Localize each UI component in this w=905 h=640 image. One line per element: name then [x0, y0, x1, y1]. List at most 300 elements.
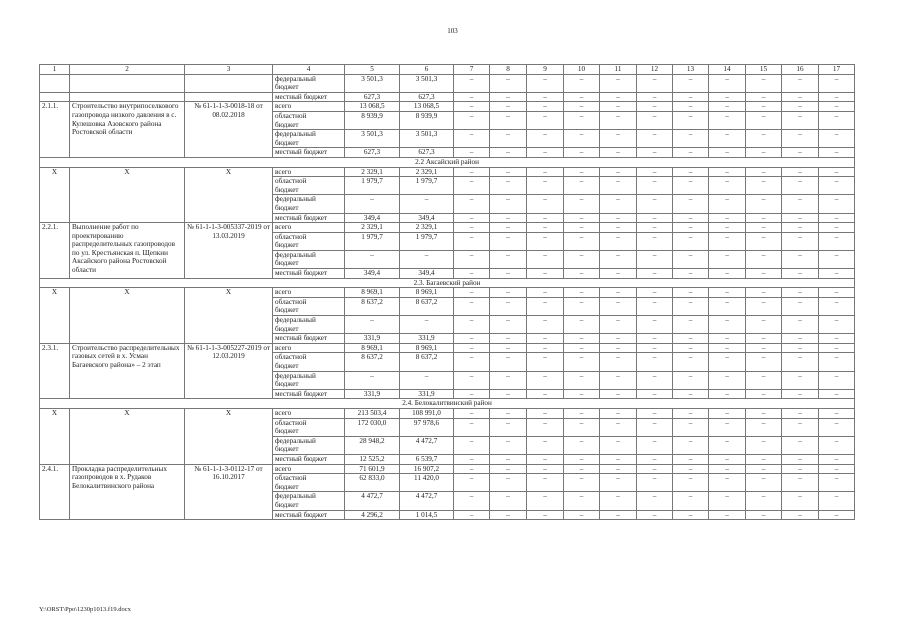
dash-cell: – — [490, 195, 527, 213]
dash-cell: – — [600, 177, 637, 195]
dash-cell: – — [564, 195, 600, 213]
dash-cell: – — [819, 288, 855, 298]
value-col6: 8 637,2 — [400, 353, 454, 371]
funding-source: областной бюджет — [273, 111, 345, 129]
dash-cell: – — [819, 195, 855, 213]
dash-cell: – — [819, 316, 855, 334]
value-col5: 349,4 — [345, 269, 400, 279]
value-col5: 3 501,3 — [345, 74, 400, 92]
funding-source: федеральный бюджет — [273, 130, 345, 148]
expertise-number: № 61-1-1-3-0018-18 от 08.02.2018 — [185, 102, 273, 158]
dash-cell: – — [527, 232, 564, 250]
dash-cell: – — [454, 297, 490, 315]
dash-cell: – — [600, 353, 637, 371]
dash-cell: – — [746, 371, 782, 389]
dash-cell: – — [600, 288, 637, 298]
dash-cell: – — [637, 464, 673, 474]
value-col6: 3 501,3 — [400, 74, 454, 92]
dash-cell: – — [637, 371, 673, 389]
item-number: 2.2.1. — [40, 223, 70, 279]
dash-cell: – — [637, 288, 673, 298]
dash-cell: – — [637, 408, 673, 418]
dash-cell: – — [709, 297, 746, 315]
dash-cell: – — [673, 334, 709, 344]
dash-cell: – — [782, 232, 819, 250]
value-col5: 172 030,0 — [345, 418, 400, 436]
value-col5: 349,4 — [345, 213, 400, 223]
dash-cell: – — [527, 288, 564, 298]
dash-cell: – — [782, 389, 819, 399]
dash-cell: – — [637, 167, 673, 177]
column-number-7: 7 — [454, 65, 490, 75]
dash-cell: – — [490, 130, 527, 148]
dash-cell: – — [564, 111, 600, 129]
dash-cell: – — [637, 213, 673, 223]
dash-cell: – — [819, 269, 855, 279]
expertise-number: № 61-1-1-3-005337-2019 от 13.03.2019 — [185, 223, 273, 279]
column-number-4: 4 — [273, 65, 345, 75]
dash-cell: – — [782, 464, 819, 474]
dash-cell: – — [673, 436, 709, 454]
section-title: 2.3. Багаевский район — [40, 278, 855, 288]
funding-source: всего — [273, 102, 345, 112]
section-row — [40, 278, 855, 288]
dash-cell: – — [819, 111, 855, 129]
dash-cell: – — [819, 418, 855, 436]
dash-cell: – — [782, 288, 819, 298]
dash-cell: – — [782, 167, 819, 177]
dash-cell: – — [782, 250, 819, 268]
funding-source: областной бюджет — [273, 353, 345, 371]
expertise-number: № 61-1-1-3-0112-17 от 16.10.2017 — [185, 464, 273, 520]
dash-cell: – — [454, 102, 490, 112]
dash-cell: – — [709, 510, 746, 520]
value-col5: 28 948,2 — [345, 436, 400, 454]
dash-cell: – — [746, 213, 782, 223]
dash-cell: – — [490, 334, 527, 344]
section-row — [40, 157, 855, 167]
dash-cell: – — [709, 474, 746, 492]
dash-cell: – — [527, 371, 564, 389]
dash-cell: – — [782, 148, 819, 158]
dash-cell: – — [637, 195, 673, 213]
dash-cell: – — [527, 148, 564, 158]
column-number-3: 3 — [185, 65, 273, 75]
dash-cell: – — [600, 102, 637, 112]
dash-cell: – — [454, 464, 490, 474]
funding-source: федеральный бюджет — [273, 371, 345, 389]
column-number-15: 15 — [746, 65, 782, 75]
dash-cell: – — [527, 74, 564, 92]
dash-cell: – — [709, 269, 746, 279]
dash-cell: – — [637, 130, 673, 148]
dash-cell: – — [782, 371, 819, 389]
section-title: 2.2 Аксайский район — [40, 157, 855, 167]
item-number: Х — [40, 167, 70, 223]
funding-source: федеральный бюджет — [273, 250, 345, 268]
dash-cell: – — [454, 130, 490, 148]
dash-cell: – — [637, 316, 673, 334]
funding-source: местный бюджет — [273, 454, 345, 464]
value-col5: – — [345, 316, 400, 334]
dash-cell: – — [527, 102, 564, 112]
dash-cell: – — [746, 148, 782, 158]
dash-cell: – — [600, 408, 637, 418]
dash-cell: – — [490, 343, 527, 353]
dash-cell: – — [782, 213, 819, 223]
dash-cell: – — [454, 232, 490, 250]
dash-cell: – — [490, 474, 527, 492]
dash-cell: – — [564, 288, 600, 298]
dash-cell: – — [709, 130, 746, 148]
dash-cell: – — [819, 492, 855, 510]
dash-cell: – — [454, 389, 490, 399]
dash-cell: – — [819, 130, 855, 148]
funding-source: местный бюджет — [273, 213, 345, 223]
dash-cell: – — [527, 92, 564, 102]
funding-source: всего — [273, 464, 345, 474]
value-col6: 2 329,1 — [400, 167, 454, 177]
expertise-number — [185, 74, 273, 92]
value-col6: 331,9 — [400, 334, 454, 344]
dash-cell: – — [819, 177, 855, 195]
dash-cell: – — [490, 177, 527, 195]
dash-cell: – — [454, 92, 490, 102]
dash-cell: – — [454, 111, 490, 129]
dash-cell: – — [746, 223, 782, 233]
dash-cell: – — [564, 353, 600, 371]
dash-cell: – — [637, 74, 673, 92]
dash-cell: – — [673, 408, 709, 418]
dash-cell: – — [709, 92, 746, 102]
object-name — [70, 92, 185, 102]
column-number-16: 16 — [782, 65, 819, 75]
column-number-9: 9 — [527, 65, 564, 75]
dash-cell: – — [454, 510, 490, 520]
dash-cell: – — [490, 464, 527, 474]
dash-cell: – — [600, 297, 637, 315]
dash-cell: – — [637, 92, 673, 102]
dash-cell: – — [673, 288, 709, 298]
column-number-8: 8 — [490, 65, 527, 75]
funding-source: федеральный бюджет — [273, 195, 345, 213]
dash-cell: – — [746, 474, 782, 492]
dash-cell: – — [819, 408, 855, 418]
value-col5: 2 329,1 — [345, 223, 400, 233]
dash-cell: – — [527, 492, 564, 510]
dash-cell: – — [819, 334, 855, 344]
dash-cell: – — [782, 343, 819, 353]
value-col6: 8 969,1 — [400, 288, 454, 298]
expertise-number — [185, 92, 273, 102]
value-col6: 16 907,2 — [400, 464, 454, 474]
column-number-2: 2 — [70, 65, 185, 75]
value-col5: 3 501,3 — [345, 130, 400, 148]
dash-cell: – — [709, 74, 746, 92]
dash-cell: – — [564, 130, 600, 148]
funding-source: областной бюджет — [273, 297, 345, 315]
dash-cell: – — [490, 297, 527, 315]
dash-cell: – — [673, 223, 709, 233]
dash-cell: – — [709, 250, 746, 268]
dash-cell: – — [527, 464, 564, 474]
dash-cell: – — [709, 167, 746, 177]
value-col5: 13 068,5 — [345, 102, 400, 112]
dash-cell: – — [527, 167, 564, 177]
dash-cell: – — [527, 130, 564, 148]
dash-cell: – — [709, 316, 746, 334]
dash-cell: – — [564, 213, 600, 223]
dash-cell: – — [746, 492, 782, 510]
dash-cell: – — [527, 223, 564, 233]
table-row — [40, 408, 855, 418]
value-col6: 3 501,3 — [400, 130, 454, 148]
dash-cell: – — [746, 195, 782, 213]
column-number-10: 10 — [564, 65, 600, 75]
dash-cell: – — [527, 297, 564, 315]
dash-cell: – — [454, 454, 490, 464]
expertise-number: № 61-1-1-3-005227-2019 от 12.03.2019 — [185, 343, 273, 399]
dash-cell: – — [527, 408, 564, 418]
dash-cell: – — [527, 213, 564, 223]
dash-cell: – — [673, 130, 709, 148]
dash-cell: – — [673, 371, 709, 389]
item-number: Х — [40, 288, 70, 344]
dash-cell: – — [709, 195, 746, 213]
dash-cell: – — [746, 177, 782, 195]
dash-cell: – — [454, 492, 490, 510]
dash-cell: – — [637, 232, 673, 250]
dash-cell: – — [527, 353, 564, 371]
dash-cell: – — [637, 418, 673, 436]
dash-cell: – — [637, 343, 673, 353]
dash-cell: – — [782, 177, 819, 195]
value-col6: 331,9 — [400, 389, 454, 399]
dash-cell: – — [454, 269, 490, 279]
item-number — [40, 74, 70, 92]
dash-cell: – — [709, 464, 746, 474]
file-path-footer: Y:\ORST\Ppo\1230p1013.f19.docx — [39, 606, 131, 613]
dash-cell: – — [746, 269, 782, 279]
dash-cell: – — [782, 353, 819, 371]
dash-cell: – — [527, 269, 564, 279]
dash-cell: – — [746, 316, 782, 334]
dash-cell: – — [490, 389, 527, 399]
value-col5: – — [345, 371, 400, 389]
dash-cell: – — [819, 464, 855, 474]
column-number-14: 14 — [709, 65, 746, 75]
funding-source: всего — [273, 167, 345, 177]
dash-cell: – — [819, 343, 855, 353]
dash-cell: – — [746, 389, 782, 399]
value-col5: 8 969,1 — [345, 288, 400, 298]
dash-cell: – — [564, 371, 600, 389]
dash-cell: – — [709, 418, 746, 436]
dash-cell: – — [564, 167, 600, 177]
dash-cell: – — [600, 371, 637, 389]
dash-cell: – — [490, 510, 527, 520]
dash-cell: – — [782, 102, 819, 112]
dash-cell: – — [454, 316, 490, 334]
dash-cell: – — [637, 492, 673, 510]
dash-cell: – — [709, 334, 746, 344]
dash-cell: – — [454, 250, 490, 268]
dash-cell: – — [819, 436, 855, 454]
dash-cell: – — [637, 454, 673, 464]
value-col5: 12 525,2 — [345, 454, 400, 464]
value-col6: – — [400, 195, 454, 213]
page-number: 103 — [447, 27, 458, 35]
dash-cell: – — [564, 92, 600, 102]
dash-cell: – — [454, 288, 490, 298]
section-row — [40, 399, 855, 409]
dash-cell: – — [527, 177, 564, 195]
dash-cell: – — [564, 334, 600, 344]
funding-source: местный бюджет — [273, 148, 345, 158]
dash-cell: – — [782, 111, 819, 129]
dash-cell: – — [637, 250, 673, 268]
dash-cell: – — [782, 474, 819, 492]
funding-source: всего — [273, 343, 345, 353]
dash-cell: – — [564, 297, 600, 315]
funding-source: всего — [273, 223, 345, 233]
dash-cell: – — [673, 418, 709, 436]
dash-cell: – — [746, 74, 782, 92]
dash-cell: – — [746, 510, 782, 520]
dash-cell: – — [637, 148, 673, 158]
dash-cell: – — [746, 111, 782, 129]
header-row — [40, 65, 855, 75]
column-number-12: 12 — [637, 65, 673, 75]
dash-cell: – — [564, 389, 600, 399]
dash-cell: – — [527, 316, 564, 334]
value-col6: 8 939,9 — [400, 111, 454, 129]
dash-cell: – — [564, 492, 600, 510]
dash-cell: – — [673, 74, 709, 92]
dash-cell: – — [490, 353, 527, 371]
dash-cell: – — [709, 454, 746, 464]
dash-cell: – — [564, 74, 600, 92]
dash-cell: – — [600, 418, 637, 436]
dash-cell: – — [819, 371, 855, 389]
dash-cell: – — [527, 343, 564, 353]
dash-cell: – — [454, 474, 490, 492]
dash-cell: – — [490, 436, 527, 454]
dash-cell: – — [673, 92, 709, 102]
value-col5: – — [345, 195, 400, 213]
dash-cell: – — [673, 195, 709, 213]
dash-cell: – — [564, 436, 600, 454]
value-col5: 8 637,2 — [345, 353, 400, 371]
dash-cell: – — [600, 492, 637, 510]
dash-cell: – — [673, 111, 709, 129]
dash-cell: – — [746, 92, 782, 102]
dash-cell: – — [600, 510, 637, 520]
dash-cell: – — [564, 418, 600, 436]
value-col6: 1 014,5 — [400, 510, 454, 520]
dash-cell: – — [709, 111, 746, 129]
funding-source: федеральный бюджет — [273, 492, 345, 510]
dash-cell: – — [564, 454, 600, 464]
dash-cell: – — [819, 454, 855, 464]
dash-cell: – — [490, 371, 527, 389]
value-col5: – — [345, 250, 400, 268]
dash-cell: – — [454, 334, 490, 344]
dash-cell: – — [454, 343, 490, 353]
table-row — [40, 102, 855, 112]
object-name: Строительство внутрипоселкового газопровода низкого давления в с. Кулешовка Азовского района Ростовской области — [70, 102, 185, 158]
dash-cell: – — [782, 316, 819, 334]
value-col5: 8 969,1 — [345, 343, 400, 353]
dash-cell: – — [709, 492, 746, 510]
dash-cell: – — [637, 111, 673, 129]
dash-cell: – — [673, 316, 709, 334]
dash-cell: – — [564, 177, 600, 195]
dash-cell: – — [600, 232, 637, 250]
funding-source: федеральный бюджет — [273, 436, 345, 454]
value-col5: 62 833,0 — [345, 474, 400, 492]
dash-cell: – — [490, 492, 527, 510]
dash-cell: – — [637, 297, 673, 315]
dash-cell: – — [819, 213, 855, 223]
dash-cell: – — [527, 436, 564, 454]
dash-cell: – — [709, 213, 746, 223]
value-col5: 627,3 — [345, 148, 400, 158]
dash-cell: – — [454, 148, 490, 158]
dash-cell: – — [782, 510, 819, 520]
object-name: Х — [70, 167, 185, 223]
dash-cell: – — [600, 74, 637, 92]
dash-cell: – — [673, 464, 709, 474]
object-name: Строительство распределительных газовых сетей в х. Усман Багаевского района» – 2 этап — [70, 343, 185, 399]
value-col6: 13 068,5 — [400, 102, 454, 112]
dash-cell: – — [600, 148, 637, 158]
dash-cell: – — [673, 492, 709, 510]
dash-cell: – — [564, 269, 600, 279]
dash-cell: – — [782, 92, 819, 102]
dash-cell: – — [527, 418, 564, 436]
funding-source: местный бюджет — [273, 269, 345, 279]
dash-cell: – — [564, 343, 600, 353]
funding-source: федеральный бюджет — [273, 74, 345, 92]
column-number-1: 1 — [40, 65, 70, 75]
dash-cell: – — [746, 353, 782, 371]
dash-cell: – — [490, 418, 527, 436]
funding-source: федеральный бюджет — [273, 316, 345, 334]
dash-cell: – — [454, 436, 490, 454]
column-number-11: 11 — [600, 65, 637, 75]
dash-cell: – — [454, 371, 490, 389]
dash-cell: – — [564, 232, 600, 250]
dash-cell: – — [746, 436, 782, 454]
dash-cell: – — [819, 250, 855, 268]
dash-cell: – — [782, 223, 819, 233]
object-name: Х — [70, 408, 185, 464]
column-number-6: 6 — [400, 65, 454, 75]
dash-cell: – — [600, 436, 637, 454]
dash-cell: – — [600, 454, 637, 464]
dash-cell: – — [746, 464, 782, 474]
dash-cell: – — [819, 92, 855, 102]
value-col5: 2 329,1 — [345, 167, 400, 177]
dash-cell: – — [454, 213, 490, 223]
dash-cell: – — [819, 297, 855, 315]
dash-cell: – — [673, 148, 709, 158]
dash-cell: – — [782, 454, 819, 464]
value-col5: 1 979,7 — [345, 177, 400, 195]
value-col5: 71 601,9 — [345, 464, 400, 474]
dash-cell: – — [600, 464, 637, 474]
